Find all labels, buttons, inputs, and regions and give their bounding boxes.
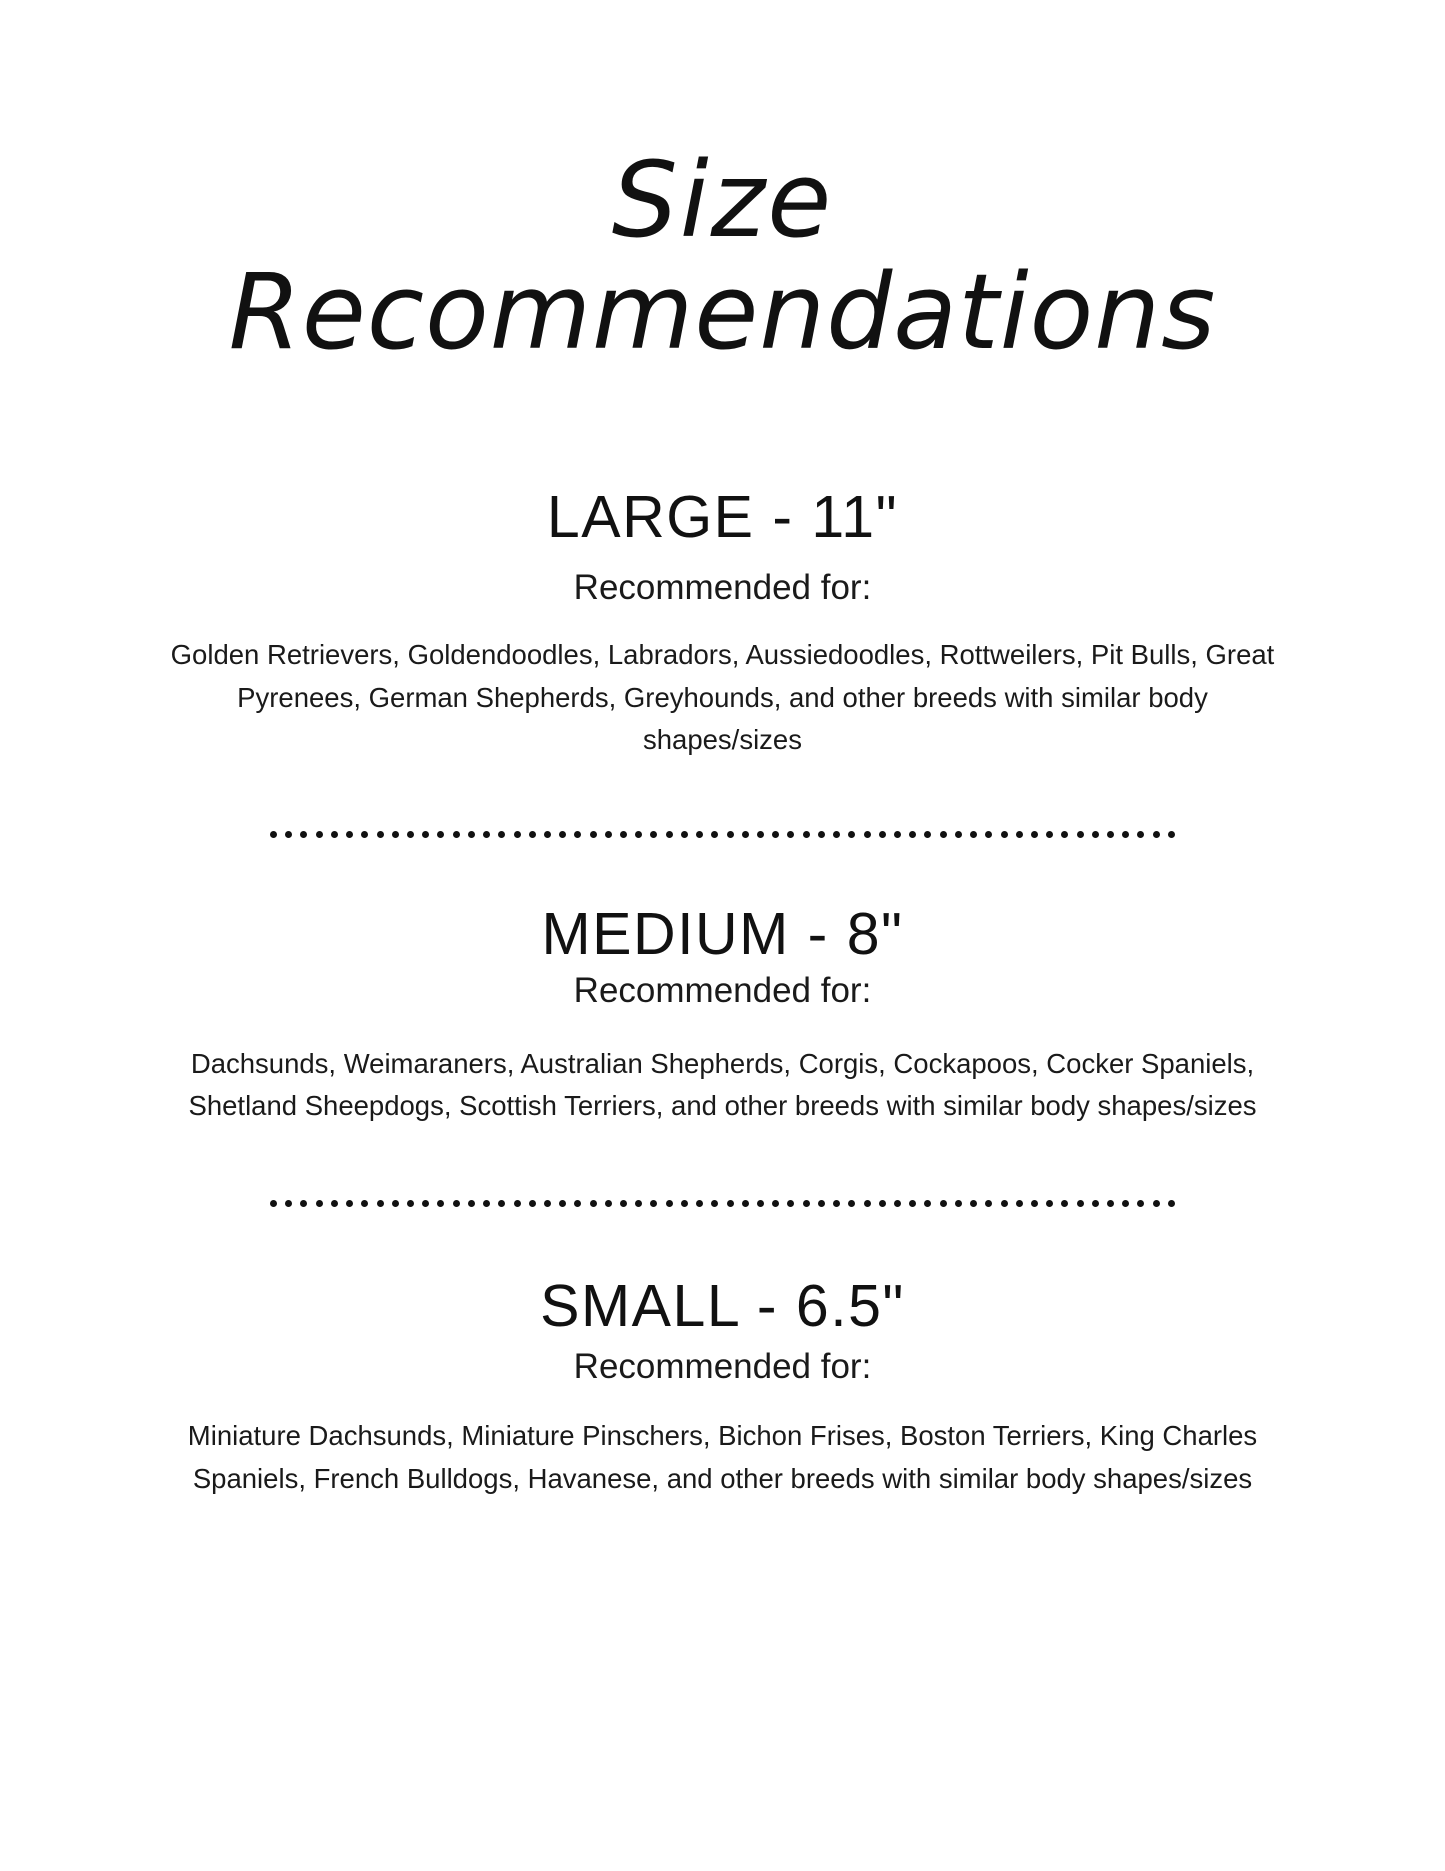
divider-dot xyxy=(331,1200,338,1207)
divider-dot xyxy=(1153,831,1160,838)
dotted-divider-2 xyxy=(150,1198,1295,1208)
size-heading-medium: MEDIUM - 8" xyxy=(541,900,904,967)
divider-dots xyxy=(270,830,1175,840)
divider-dot xyxy=(1168,1200,1175,1207)
divider-dot xyxy=(1077,1200,1084,1207)
divider-dot xyxy=(437,1200,444,1207)
divider-dot xyxy=(1031,1200,1038,1207)
divider-dot xyxy=(529,831,536,838)
divider-dot xyxy=(727,831,734,838)
divider-dot xyxy=(1092,1200,1099,1207)
divider-dot xyxy=(285,831,292,838)
divider-dot xyxy=(483,1200,490,1207)
divider-dot xyxy=(803,1200,810,1207)
recommended-label-large: Recommended for: xyxy=(573,567,872,607)
divider-dot xyxy=(407,831,414,838)
divider-dot xyxy=(574,831,581,838)
divider-dot xyxy=(1122,831,1129,838)
divider-dot xyxy=(894,1200,901,1207)
divider-dot xyxy=(864,1200,871,1207)
divider-dot xyxy=(620,1200,627,1207)
divider-dot xyxy=(818,831,825,838)
divider-dot xyxy=(696,1200,703,1207)
divider-dot xyxy=(1153,1200,1160,1207)
divider-dot xyxy=(955,831,962,838)
divider-dot xyxy=(361,1200,368,1207)
divider-dot xyxy=(666,831,673,838)
divider-dot xyxy=(940,1200,947,1207)
divider-dot xyxy=(833,831,840,838)
divider-dot xyxy=(407,1200,414,1207)
breed-list-small: Miniature Dachsunds, Miniature Pinschers, Bichon Frises, Boston Terriers, King Charles Spaniels, French Bulldogs, Havanese, and other breeds with similar body shapes/sizes xyxy=(187,1419,1258,1494)
divider-dot xyxy=(1168,831,1175,838)
divider-dot xyxy=(514,1200,521,1207)
divider-dot xyxy=(392,1200,399,1207)
divider-dot xyxy=(757,1200,764,1207)
divider-dot xyxy=(422,831,429,838)
size-heading-small: SMALL - 6.5" xyxy=(540,1273,905,1339)
divider-dot xyxy=(742,831,749,838)
divider-dot xyxy=(453,831,460,838)
divider-dot xyxy=(605,831,612,838)
divider-dot xyxy=(772,831,779,838)
divider-dot xyxy=(803,831,810,838)
divider-dot xyxy=(635,1200,642,1207)
divider-dot xyxy=(437,831,444,838)
divider-dot xyxy=(1092,831,1099,838)
breed-list-medium: Dachsunds, Weimaraners, Australian Shepherds, Corgis, Cockapoos, Cocker Spaniels, Shetland Sheepdogs, Scottish Terriers, and other breeds with similar body shapes/sizes xyxy=(188,1047,1257,1122)
divider-dot xyxy=(468,831,475,838)
divider-dot xyxy=(514,831,521,838)
divider-dot xyxy=(590,1200,597,1207)
divider-dot xyxy=(1031,831,1038,838)
size-heading-large: LARGE - 11" xyxy=(546,484,899,551)
divider-dot xyxy=(924,1200,931,1207)
divider-dot xyxy=(696,831,703,838)
divider-dot xyxy=(270,831,277,838)
page-title-line-2: Recommendations xyxy=(228,250,1217,373)
recommended-label-medium: Recommended for: xyxy=(573,970,872,1010)
recommended-label-small: Recommended for: xyxy=(573,1346,872,1386)
divider-dot xyxy=(787,1200,794,1207)
divider-dot xyxy=(346,1200,353,1207)
divider-dot xyxy=(1122,1200,1129,1207)
page-title-line-1: Size xyxy=(611,139,834,261)
divider-dot xyxy=(1001,831,1008,838)
divider-dot xyxy=(833,1200,840,1207)
divider-dot xyxy=(711,831,718,838)
size-section-medium xyxy=(150,902,1295,1128)
divider-dots xyxy=(270,1198,1175,1208)
divider-dot xyxy=(1001,1200,1008,1207)
divider-dot xyxy=(316,831,323,838)
divider-dot xyxy=(1046,1200,1053,1207)
divider-dot xyxy=(1107,831,1114,838)
divider-dot xyxy=(529,1200,536,1207)
divider-dot xyxy=(331,831,338,838)
divider-dot xyxy=(1016,831,1023,838)
divider-dot xyxy=(879,831,886,838)
divider-dot xyxy=(635,831,642,838)
divider-dot xyxy=(848,1200,855,1207)
divider-dot xyxy=(468,1200,475,1207)
divider-dot xyxy=(985,1200,992,1207)
divider-dot xyxy=(650,831,657,838)
divider-dot xyxy=(300,1200,307,1207)
divider-dot xyxy=(544,1200,551,1207)
divider-dot xyxy=(894,831,901,838)
divider-dot xyxy=(666,1200,673,1207)
divider-dot xyxy=(970,831,977,838)
page-title xyxy=(150,139,1295,373)
divider-dot xyxy=(559,1200,566,1207)
divider-dot xyxy=(346,831,353,838)
divider-dot xyxy=(590,831,597,838)
divider-dot xyxy=(879,1200,886,1207)
divider-dot xyxy=(970,1200,977,1207)
divider-dot xyxy=(1046,831,1053,838)
divider-dot xyxy=(1061,1200,1068,1207)
divider-dot xyxy=(605,1200,612,1207)
divider-dot xyxy=(377,1200,384,1207)
divider-dot xyxy=(650,1200,657,1207)
divider-dot xyxy=(377,831,384,838)
divider-dot xyxy=(483,831,490,838)
divider-dot xyxy=(1137,831,1144,838)
divider-dot xyxy=(574,1200,581,1207)
breed-list-large: Golden Retrievers, Goldendoodles, Labradors, Aussiedoodles, Rottweilers, Pit Bulls, Great Pyrenees, German Shepherds, Greyhounds, and other breeds with similar body shapes/sizes xyxy=(170,638,1275,756)
divider-dot xyxy=(1107,1200,1114,1207)
divider-dot xyxy=(757,831,764,838)
divider-dot xyxy=(985,831,992,838)
divider-dot xyxy=(559,831,566,838)
divider-dot xyxy=(864,831,871,838)
divider-dot xyxy=(681,1200,688,1207)
divider-dot xyxy=(848,831,855,838)
divider-dot xyxy=(620,831,627,838)
divider-dot xyxy=(818,1200,825,1207)
divider-dot xyxy=(909,831,916,838)
divider-dot xyxy=(1077,831,1084,838)
divider-dot xyxy=(772,1200,779,1207)
divider-dot xyxy=(711,1200,718,1207)
divider-dot xyxy=(955,1200,962,1207)
divider-dot xyxy=(316,1200,323,1207)
divider-dot xyxy=(681,831,688,838)
divider-dot xyxy=(909,1200,916,1207)
divider-dot xyxy=(498,1200,505,1207)
divider-dot xyxy=(742,1200,749,1207)
divider-dot xyxy=(1061,831,1068,838)
divider-dot xyxy=(727,1200,734,1207)
divider-dot xyxy=(924,831,931,838)
divider-dot xyxy=(1137,1200,1144,1207)
divider-dot xyxy=(422,1200,429,1207)
size-section-large xyxy=(150,485,1295,762)
divider-dot xyxy=(544,831,551,838)
divider-dot xyxy=(787,831,794,838)
divider-dot xyxy=(498,831,505,838)
dotted-divider-1 xyxy=(150,830,1295,840)
divider-dot xyxy=(300,831,307,838)
divider-dot xyxy=(453,1200,460,1207)
divider-dot xyxy=(1016,1200,1023,1207)
divider-dot xyxy=(940,831,947,838)
divider-dot xyxy=(270,1200,277,1207)
divider-dot xyxy=(285,1200,292,1207)
divider-dot xyxy=(361,831,368,838)
size-section-small xyxy=(150,1274,1295,1500)
divider-dot xyxy=(392,831,399,838)
